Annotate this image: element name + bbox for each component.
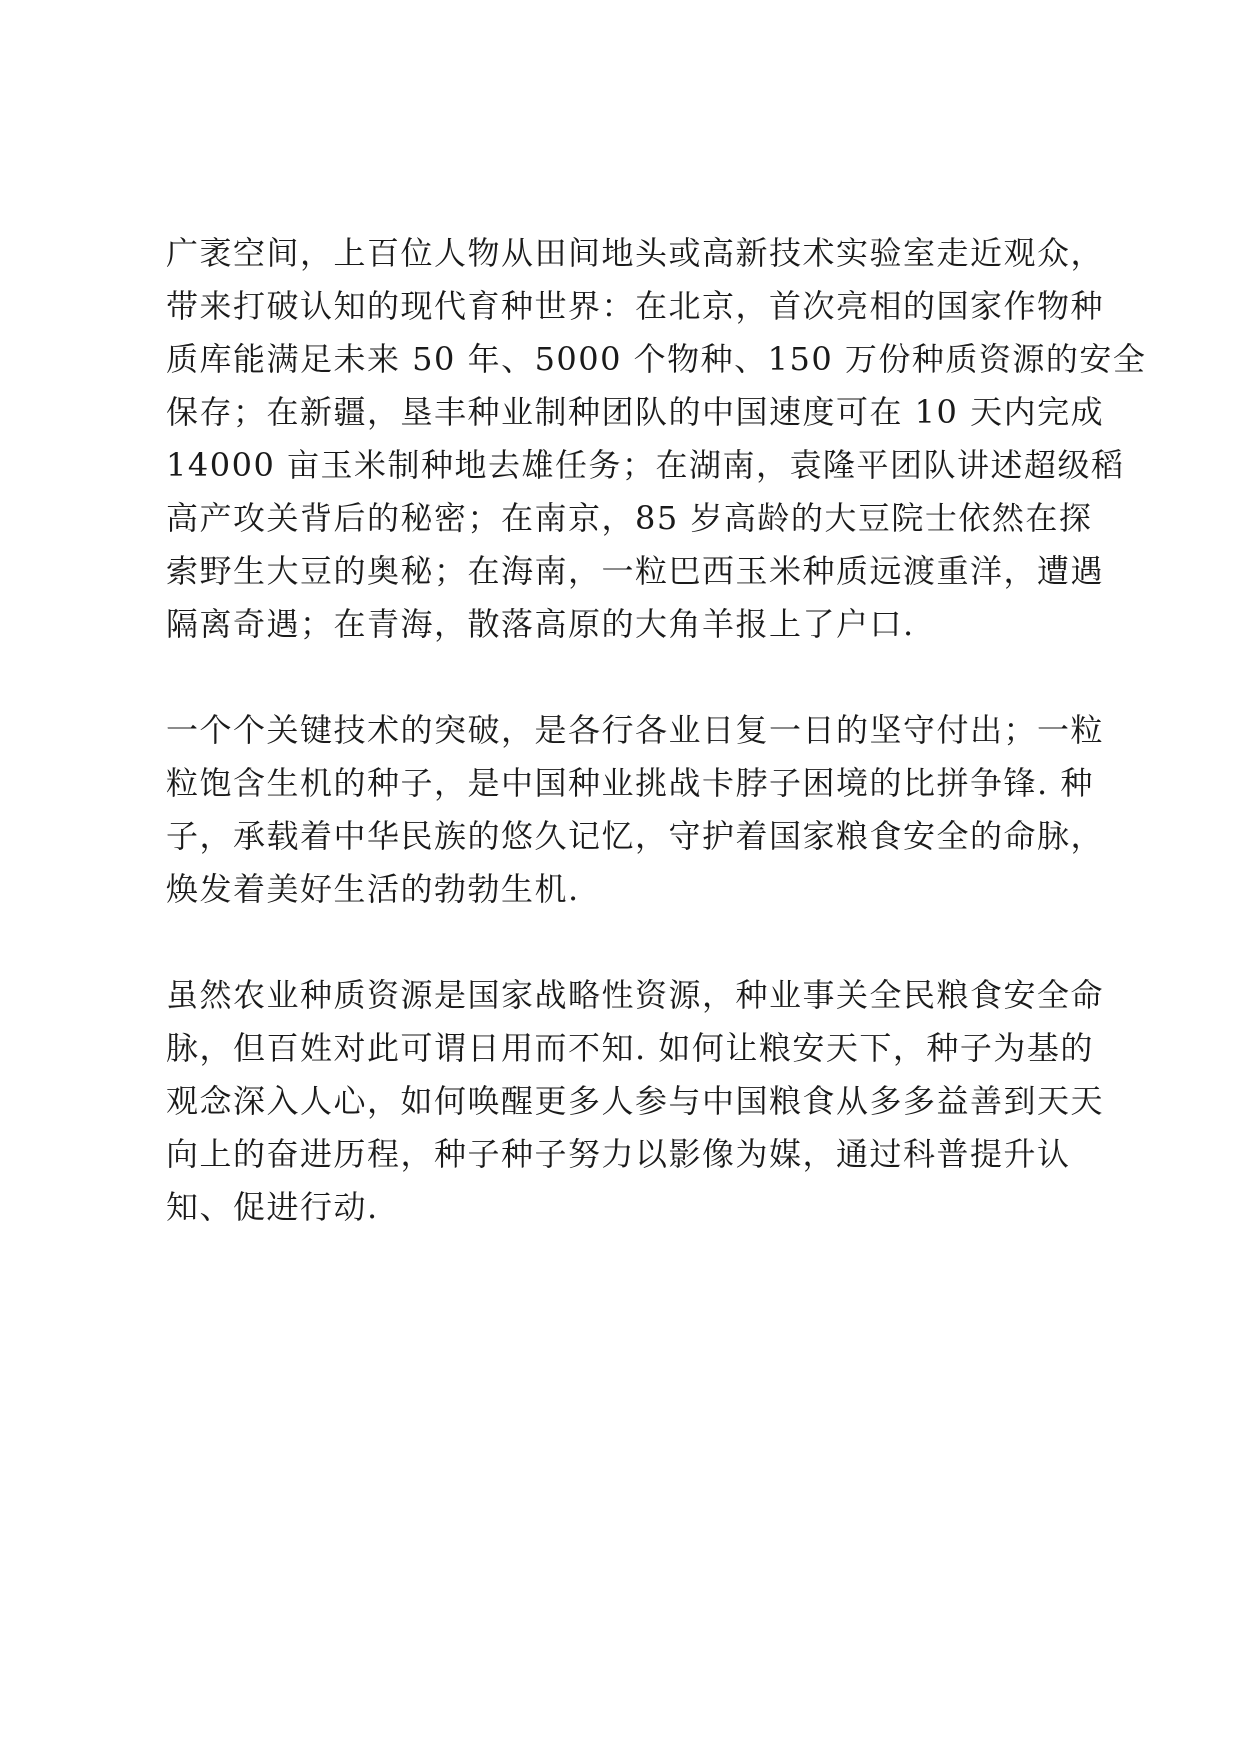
text-line: 广袤空间，上百位人物从田间地头或高新技术实验室走近观众， bbox=[166, 234, 1105, 272]
text-line: 索野生大豆的奥秘；在海南，一粒巴西玉米种质远渡重洋，遭遇 bbox=[166, 552, 1105, 590]
text-line: 脉，但百姓对此可谓日用而不知. 如何让粮安天下，种子为基的 bbox=[166, 1029, 1094, 1067]
paragraph-1 bbox=[166, 227, 1147, 651]
text-line: 粒饱含生机的种子，是中国种业挑战卡脖子困境的比拼争锋. 种 bbox=[166, 764, 1094, 802]
text-line: 高产攻关背后的秘密；在南京，85 岁高龄的大豆院士依然在探 bbox=[166, 499, 1093, 537]
text-line: 保存；在新疆，垦丰种业制种团队的中国速度可在 10 天内完成 bbox=[166, 393, 1105, 431]
text-line: 一个个关键技术的突破，是各行各业日复一日的坚守付出；一粒 bbox=[166, 711, 1105, 749]
text-line: 向上的奋进历程，种子种子努力以影像为媒，通过科普提升认 bbox=[166, 1135, 1071, 1173]
paragraph-3 bbox=[166, 969, 1105, 1234]
text-line: 知、促进行动. bbox=[166, 1188, 379, 1226]
text-line: 虽然农业种质资源是国家战略性资源，种业事关全民粮食安全命 bbox=[166, 976, 1105, 1014]
text-line: 隔离奇遇；在青海，散落高原的大角羊报上了户口. bbox=[166, 605, 915, 643]
text-line: 焕发着美好生活的勃勃生机. bbox=[166, 870, 580, 908]
text-line: 质库能满足未来 50 年、5000 个物种、150 万份种质资源的安全 bbox=[166, 340, 1147, 378]
document-body bbox=[166, 227, 1147, 1234]
text-line: 带来打破认知的现代育种世界：在北京，首次亮相的国家作物种 bbox=[166, 287, 1105, 325]
paragraph-2 bbox=[166, 704, 1105, 916]
text-line: 14000 亩玉米制种地去雄任务；在湖南，袁隆平团队讲述超级稻 bbox=[166, 446, 1125, 484]
text-line: 观念深入人心，如何唤醒更多人参与中国粮食从多多益善到天天 bbox=[166, 1082, 1105, 1120]
text-line: 子，承载着中华民族的悠久记忆，守护着国家粮食安全的命脉， bbox=[166, 817, 1105, 855]
